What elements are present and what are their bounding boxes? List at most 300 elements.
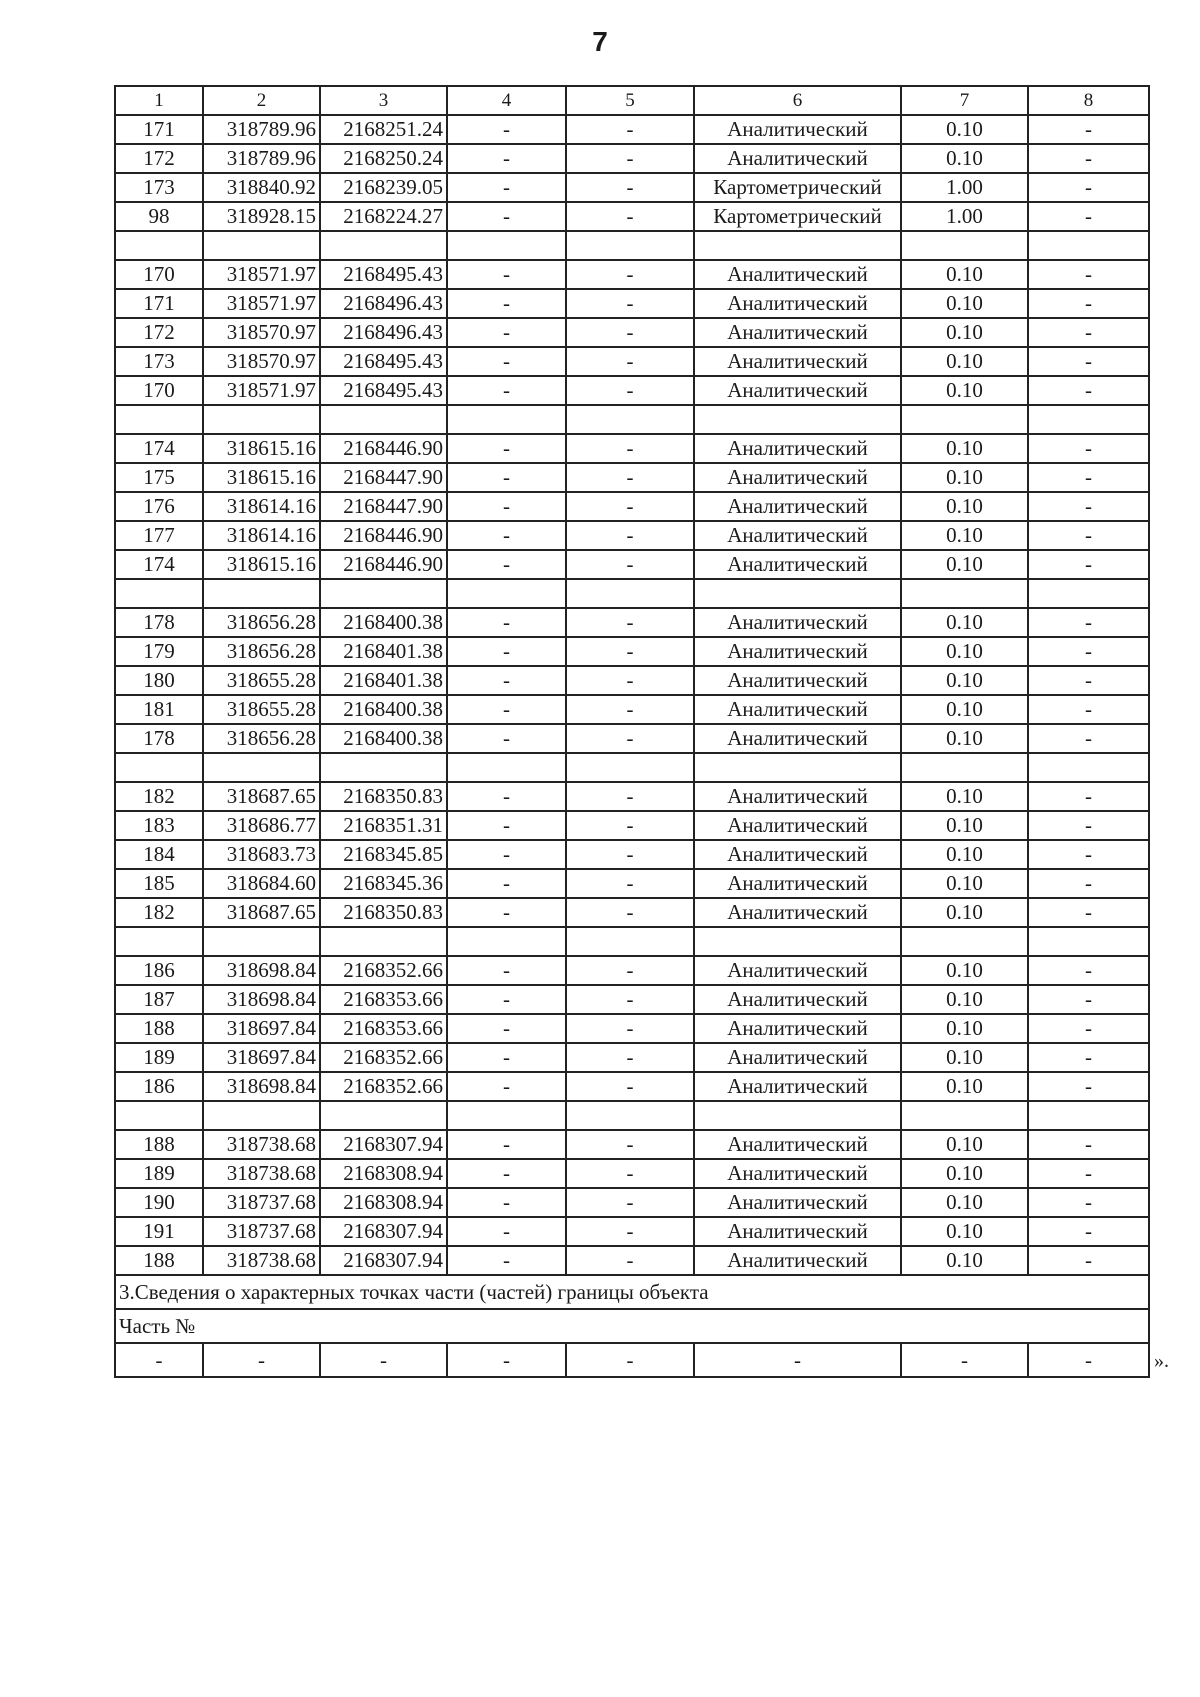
x-coordinate: 318571.97 [203,289,320,318]
column-4-value: - [447,115,566,144]
method: Аналитический [694,1159,901,1188]
point-number: 172 [115,144,203,173]
empty-cell [447,231,566,260]
y-coordinate: 2168353.66 [320,985,447,1014]
point-number: 176 [115,492,203,521]
accuracy: 0.10 [901,1043,1028,1072]
method: Аналитический [694,463,901,492]
column-8-value: - [1028,1043,1149,1072]
column-4-value: - [447,260,566,289]
x-coordinate: 318614.16 [203,521,320,550]
column-4-value: - [447,1072,566,1101]
method: Аналитический [694,550,901,579]
x-coordinate: 318615.16 [203,463,320,492]
y-coordinate: 2168224.27 [320,202,447,231]
x-coordinate: 318698.84 [203,1072,320,1101]
point-number: 183 [115,811,203,840]
column-5-value: - [566,289,694,318]
accuracy: 0.10 [901,637,1028,666]
column-4-value: - [447,898,566,927]
method: Аналитический [694,521,901,550]
empty-cell [694,231,901,260]
point-number: 191 [115,1217,203,1246]
empty-cell [447,927,566,956]
empty-cell [901,231,1028,260]
column-5-value: - [566,376,694,405]
point-number: 172 [115,318,203,347]
empty-cell [203,231,320,260]
table-row [115,666,1149,695]
column-5-value: - [566,1043,694,1072]
method: Аналитический [694,666,901,695]
column-4-value: - [447,1014,566,1043]
dash-cell: - [901,1343,1028,1377]
accuracy: 0.10 [901,347,1028,376]
point-number: 175 [115,463,203,492]
y-coordinate: 2168352.66 [320,1043,447,1072]
empty-cell [566,405,694,434]
x-coordinate: 318655.28 [203,695,320,724]
point-number: 186 [115,956,203,985]
method: Аналитический [694,840,901,869]
empty-cell [694,1101,901,1130]
x-coordinate: 318697.84 [203,1043,320,1072]
column-number-1: 1 [115,86,203,115]
empty-cell [1028,405,1149,434]
table-row [115,173,1149,202]
header-row [115,86,1149,115]
empty-cell [203,753,320,782]
column-5-value: - [566,347,694,376]
method: Аналитический [694,724,901,753]
empty-cell [901,753,1028,782]
column-number-8: 8 [1028,86,1149,115]
empty-cell [447,579,566,608]
column-5-value: - [566,898,694,927]
method: Аналитический [694,1130,901,1159]
column-8-value: - [1028,637,1149,666]
column-8-value: - [1028,985,1149,1014]
empty-cell [566,753,694,782]
empty-cell [566,579,694,608]
empty-cell [320,927,447,956]
empty-cell [901,579,1028,608]
empty-cell [1028,927,1149,956]
x-coordinate: 318738.68 [203,1159,320,1188]
table-row [115,1246,1149,1275]
x-coordinate: 318789.96 [203,144,320,173]
x-coordinate: 318737.68 [203,1188,320,1217]
dash-cell: - [115,1343,203,1377]
column-5-value: - [566,956,694,985]
column-5-value: - [566,550,694,579]
point-number: 186 [115,1072,203,1101]
point-number: 187 [115,985,203,1014]
accuracy: 0.10 [901,1246,1028,1275]
column-8-value: - [1028,840,1149,869]
x-coordinate: 318655.28 [203,666,320,695]
y-coordinate: 2168401.38 [320,666,447,695]
accuracy: 0.10 [901,1072,1028,1101]
table-row [115,550,1149,579]
column-8-value: - [1028,1188,1149,1217]
column-8-value: - [1028,608,1149,637]
table-row [115,840,1149,869]
column-5-value: - [566,637,694,666]
y-coordinate: 2168307.94 [320,1246,447,1275]
point-number: 171 [115,115,203,144]
column-8-value: - [1028,869,1149,898]
column-4-value: - [447,724,566,753]
column-8-value: - [1028,434,1149,463]
accuracy: 0.10 [901,985,1028,1014]
column-4-value: - [447,1159,566,1188]
point-number: 173 [115,173,203,202]
column-8-value: - [1028,1130,1149,1159]
section-title: 3.Сведения о характерных точках части (частей) границы объекта [115,1275,1149,1309]
accuracy: 0.10 [901,550,1028,579]
column-4-value: - [447,1043,566,1072]
point-number: 182 [115,782,203,811]
method: Аналитический [694,492,901,521]
column-4-value: - [447,434,566,463]
method: Аналитический [694,260,901,289]
column-4-value: - [447,869,566,898]
empty-cell [566,927,694,956]
table-row [115,347,1149,376]
closing-quote: ». [1154,1350,1169,1372]
y-coordinate: 2168350.83 [320,898,447,927]
point-number: 190 [115,1188,203,1217]
empty-cell [447,1101,566,1130]
method: Аналитический [694,434,901,463]
table-row [115,260,1149,289]
column-8-value: - [1028,318,1149,347]
empty-cell [694,579,901,608]
y-coordinate: 2168447.90 [320,463,447,492]
column-4-value: - [447,521,566,550]
table-row [115,869,1149,898]
column-number-5: 5 [566,86,694,115]
column-4-value: - [447,550,566,579]
dash-cell: - [203,1343,320,1377]
point-number: 171 [115,289,203,318]
column-number-2: 2 [203,86,320,115]
dash-cell: - [694,1343,901,1377]
table-row [115,144,1149,173]
column-8-value: - [1028,1217,1149,1246]
x-coordinate: 318683.73 [203,840,320,869]
column-5-value: - [566,608,694,637]
method: Аналитический [694,1014,901,1043]
method: Аналитический [694,1072,901,1101]
column-8-value: - [1028,1072,1149,1101]
column-8-value: - [1028,782,1149,811]
method: Аналитический [694,782,901,811]
x-coordinate: 318737.68 [203,1217,320,1246]
x-coordinate: 318656.28 [203,637,320,666]
method: Аналитический [694,376,901,405]
y-coordinate: 2168308.94 [320,1159,447,1188]
table-row [115,115,1149,144]
column-8-value: - [1028,202,1149,231]
method: Аналитический [694,1246,901,1275]
x-coordinate: 318571.97 [203,376,320,405]
method: Аналитический [694,1188,901,1217]
y-coordinate: 2168401.38 [320,637,447,666]
empty-cell [1028,231,1149,260]
accuracy: 0.10 [901,521,1028,550]
column-number-7: 7 [901,86,1028,115]
table-row [115,1130,1149,1159]
column-8-value: - [1028,260,1149,289]
empty-cell [320,579,447,608]
accuracy: 0.10 [901,956,1028,985]
column-8-value: - [1028,956,1149,985]
column-5-value: - [566,1072,694,1101]
method: Аналитический [694,898,901,927]
accuracy: 0.10 [901,463,1028,492]
column-8-value: - [1028,173,1149,202]
point-number: 188 [115,1014,203,1043]
x-coordinate: 318928.15 [203,202,320,231]
y-coordinate: 2168495.43 [320,376,447,405]
column-5-value: - [566,144,694,173]
table-row [115,898,1149,927]
table-row [115,521,1149,550]
column-5-value: - [566,985,694,1014]
column-8-value: - [1028,666,1149,695]
table-row [115,724,1149,753]
column-8-value: - [1028,1246,1149,1275]
column-5-value: - [566,1130,694,1159]
x-coordinate: 318686.77 [203,811,320,840]
column-5-value: - [566,318,694,347]
accuracy: 0.10 [901,811,1028,840]
x-coordinate: 318697.84 [203,1014,320,1043]
column-4-value: - [447,695,566,724]
x-coordinate: 318656.28 [203,724,320,753]
x-coordinate: 318738.68 [203,1246,320,1275]
column-8-value: - [1028,811,1149,840]
empty-cell [115,1101,203,1130]
table-row [115,1014,1149,1043]
method: Аналитический [694,637,901,666]
accuracy: 0.10 [901,666,1028,695]
column-5-value: - [566,1188,694,1217]
column-4-value: - [447,1130,566,1159]
column-8-value: - [1028,521,1149,550]
y-coordinate: 2168496.43 [320,318,447,347]
column-4-value: - [447,289,566,318]
column-4-value: - [447,840,566,869]
accuracy: 0.10 [901,318,1028,347]
x-coordinate: 318615.16 [203,434,320,463]
empty-cell [203,1101,320,1130]
section-title-row [115,1275,1149,1309]
empty-cell [320,1101,447,1130]
column-4-value: - [447,666,566,695]
accuracy: 0.10 [901,782,1028,811]
method: Аналитический [694,869,901,898]
part-label-row [115,1309,1149,1343]
column-5-value: - [566,202,694,231]
column-8-value: - [1028,115,1149,144]
table-row [115,318,1149,347]
column-8-value: - [1028,724,1149,753]
y-coordinate: 2168446.90 [320,521,447,550]
column-4-value: - [447,985,566,1014]
y-coordinate: 2168251.24 [320,115,447,144]
column-5-value: - [566,521,694,550]
accuracy: 0.10 [901,260,1028,289]
table-row [115,1072,1149,1101]
table-row [115,289,1149,318]
point-number: 174 [115,550,203,579]
column-5-value: - [566,1014,694,1043]
empty-cell [1028,753,1149,782]
point-number: 188 [115,1246,203,1275]
empty-cell [1028,579,1149,608]
method: Аналитический [694,144,901,173]
x-coordinate: 318687.65 [203,782,320,811]
y-coordinate: 2168351.31 [320,811,447,840]
separator-row [115,1101,1149,1130]
table-row [115,434,1149,463]
table-row [115,811,1149,840]
column-5-value: - [566,782,694,811]
table-row [115,956,1149,985]
column-4-value: - [447,782,566,811]
accuracy: 0.10 [901,115,1028,144]
accuracy: 1.00 [901,173,1028,202]
column-number-6: 6 [694,86,901,115]
accuracy: 0.10 [901,898,1028,927]
column-4-value: - [447,463,566,492]
column-4-value: - [447,1246,566,1275]
empty-cell [566,1101,694,1130]
column-8-value: - [1028,463,1149,492]
point-number: 178 [115,724,203,753]
accuracy: 0.10 [901,144,1028,173]
column-8-value: - [1028,1159,1149,1188]
dash-cell: - [320,1343,447,1377]
accuracy: 0.10 [901,1014,1028,1043]
y-coordinate: 2168308.94 [320,1188,447,1217]
table-row [115,1159,1149,1188]
y-coordinate: 2168400.38 [320,608,447,637]
accuracy: 0.10 [901,492,1028,521]
y-coordinate: 2168353.66 [320,1014,447,1043]
x-coordinate: 318789.96 [203,115,320,144]
empty-cell [115,927,203,956]
column-4-value: - [447,608,566,637]
y-coordinate: 2168400.38 [320,724,447,753]
empty-cell [203,579,320,608]
accuracy: 0.10 [901,695,1028,724]
y-coordinate: 2168446.90 [320,434,447,463]
point-number: 174 [115,434,203,463]
column-8-value: - [1028,1014,1149,1043]
empty-part-row [115,1343,1149,1377]
method: Аналитический [694,695,901,724]
column-5-value: - [566,434,694,463]
column-5-value: - [566,724,694,753]
table-row [115,608,1149,637]
accuracy: 0.10 [901,869,1028,898]
empty-cell [115,579,203,608]
column-4-value: - [447,318,566,347]
table-row [115,1188,1149,1217]
column-5-value: - [566,115,694,144]
column-8-value: - [1028,144,1149,173]
separator-row [115,927,1149,956]
empty-cell [320,405,447,434]
table-row [115,985,1149,1014]
x-coordinate: 318738.68 [203,1130,320,1159]
y-coordinate: 2168350.83 [320,782,447,811]
accuracy: 0.10 [901,289,1028,318]
accuracy: 0.10 [901,1159,1028,1188]
column-4-value: - [447,347,566,376]
point-number: 98 [115,202,203,231]
empty-cell [901,405,1028,434]
table-row [115,463,1149,492]
accuracy: 0.10 [901,1130,1028,1159]
column-4-value: - [447,202,566,231]
column-5-value: - [566,869,694,898]
table-row [115,202,1149,231]
separator-row [115,753,1149,782]
point-number: 170 [115,260,203,289]
column-4-value: - [447,144,566,173]
table-row [115,1217,1149,1246]
table-row [115,782,1149,811]
table-row [115,492,1149,521]
method: Аналитический [694,1043,901,1072]
point-number: 182 [115,898,203,927]
method: Аналитический [694,289,901,318]
dash-cell: - [447,1343,566,1377]
y-coordinate: 2168345.85 [320,840,447,869]
y-coordinate: 2168447.90 [320,492,447,521]
column-5-value: - [566,492,694,521]
x-coordinate: 318687.65 [203,898,320,927]
accuracy: 0.10 [901,1188,1028,1217]
y-coordinate: 2168352.66 [320,956,447,985]
accuracy: 1.00 [901,202,1028,231]
empty-cell [447,753,566,782]
y-coordinate: 2168495.43 [320,347,447,376]
column-4-value: - [447,637,566,666]
column-4-value: - [447,492,566,521]
accuracy: 0.10 [901,608,1028,637]
x-coordinate: 318698.84 [203,956,320,985]
empty-cell [203,927,320,956]
method: Картометрический [694,173,901,202]
y-coordinate: 2168345.36 [320,869,447,898]
empty-cell [115,231,203,260]
table-row [115,1043,1149,1072]
separator-row [115,405,1149,434]
empty-cell [694,405,901,434]
dash-cell: - [1028,1343,1149,1377]
y-coordinate: 2168250.24 [320,144,447,173]
empty-cell [320,753,447,782]
x-coordinate: 318614.16 [203,492,320,521]
column-5-value: - [566,695,694,724]
point-number: 188 [115,1130,203,1159]
